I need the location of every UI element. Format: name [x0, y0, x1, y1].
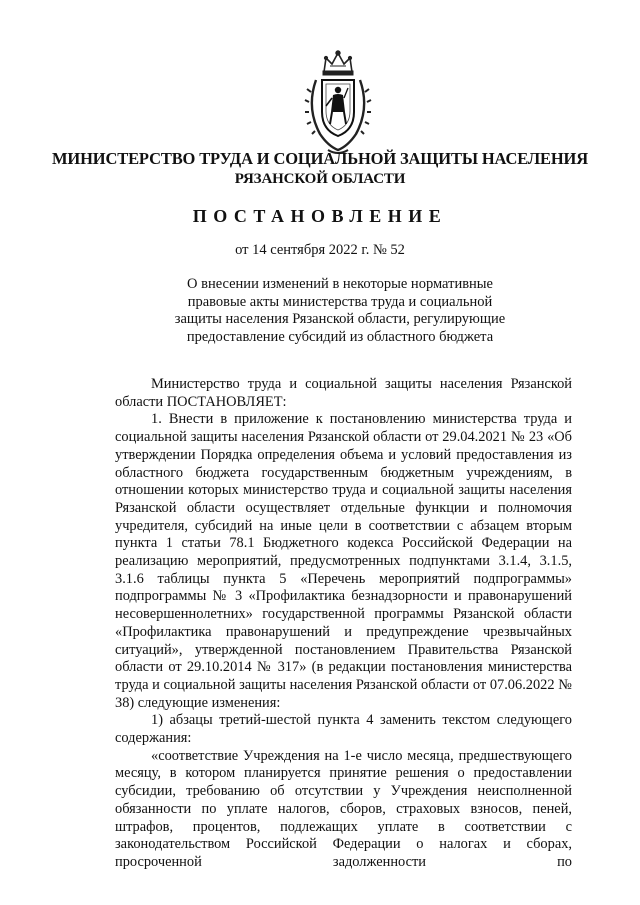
- document-date-number: от 14 сентября 2022 г. № 52: [235, 242, 405, 258]
- subject-line: защиты населения Рязанской области, регулирующие: [174, 311, 506, 327]
- subject-line: О внесении изменений в некоторые нормативные: [187, 276, 493, 292]
- subject-line: правовые акты министерства труда и социальной: [187, 293, 493, 310]
- subject-line: предоставление субсидий из областного бюджета: [186, 328, 494, 345]
- body-paragraph-resolves: Министерство труда и социальной защиты населения Рязанской области ПОСТАНОВЛЯЕТ:: [115, 376, 572, 410]
- ministry-name: [0, 148, 640, 190]
- document-subject: [170, 276, 510, 346]
- body-paragraph-item-1: 1. Внести в приложение к постановлению министерства труда и социальной защиты населения Рязанской области от 29.04.2021 № 23 «Об утверждении Порядка определения объема и условий предоставления из областного бюджета государственным бюджетным учреждениям, в отношении которых министерство труда и социальной защиты населения Рязанской области осуществляет отдельные функции и полномочия учредителя, субсидий на иные цели в соответствии с абзацем вторым пункта 1 статьи 78.1 Бюджетного кодекса Российской Федерации на реализацию мероприятий, предусмотренных подпунктами 3.1.4, 3.1.5, 3.1.6 таблицы пункта 5 «Перечень мероприятий подпрограммы» подпрограммы № 3 «Профилактика безнадзорности и правонарушений несовершеннолетних» государственной программы Рязанской области «Профилактика правонарушений и предупреждение чрезвычайных ситуаций», утвержденной постановлением Правительства Рязанской области от 29.10.2014 № 317» (в редакции постановления министерства труда и социальной защиты населения Рязанской области от 07.06.2022 № 38) следующие изменения:: [115, 411, 572, 711]
- document-body: [115, 376, 572, 872]
- body-paragraph-quoted-text: «соответствие Учреждения на 1-е число месяца, предшествующего месяцу, в котором планируется принятие решения о предоставлении субсидии, требованию об отсутствии у Учреждения неисполненной обязанности по уплате налогов, сборов, страховых взносов, пеней, штрафов, процентов, подлежащих уплате в соответствии с законодательством Российской Федерации о налогах и сборах, просроченной задолженности по: [115, 747, 572, 870]
- ministry-name-line1: МИНИСТЕРСТВО ТРУДА И СОЦИАЛЬНОЙ ЗАЩИТЫ НАСЕЛЕНИЯ: [51, 149, 589, 168]
- coat-of-arms-emblem: [302, 50, 374, 158]
- document-type-title: ПОСТАНОВЛЕНИЕ: [192, 206, 448, 226]
- body-paragraph-subitem-1: 1) абзацы третий-шестой пункта 4 заменить текстом следующего содержания:: [115, 712, 572, 747]
- ministry-name-line2: РЯЗАНСКОЙ ОБЛАСТИ: [234, 171, 406, 187]
